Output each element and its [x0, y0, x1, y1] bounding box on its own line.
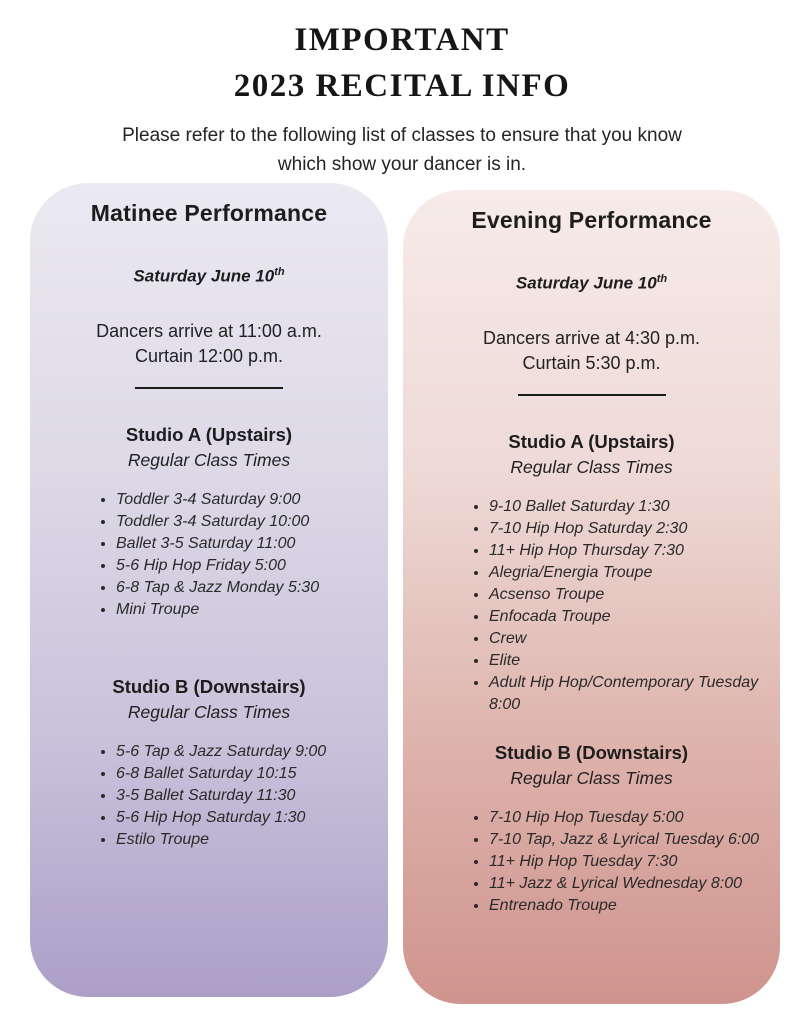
class-list-item: • 11+ Hip Hop Tuesday 7:30 — [489, 851, 764, 873]
class-list-item: • Mini Troupe — [116, 599, 372, 621]
class-list — [40, 489, 378, 621]
class-list-item: • 6-8 Tap & Jazz Monday 5:30 — [116, 577, 372, 599]
divider-line — [518, 394, 666, 396]
studio-subheading: Regular Class Times — [510, 767, 673, 788]
studio-heading: Studio B (Downstairs) — [494, 741, 689, 763]
performance-date — [413, 268, 770, 295]
class-list-item: • 3-5 Ballet Saturday 11:30 — [116, 785, 372, 807]
class-list-item: • 5-6 Hip Hop Saturday 1:30 — [116, 807, 372, 829]
divider-line — [135, 387, 283, 389]
class-list-item: • Toddler 3-4 Saturday 9:00 — [116, 489, 372, 511]
class-list-item: • Acsenso Troupe — [489, 584, 764, 606]
class-list-item: • 7-10 Tap, Jazz & Lyrical Tuesday 6:00 — [489, 829, 764, 851]
matinee-card — [30, 183, 388, 997]
class-list-item: • 5-6 Hip Hop Friday 5:00 — [116, 555, 372, 577]
class-list — [40, 741, 378, 851]
class-list-item: • 9-10 Ballet Saturday 1:30 — [489, 496, 764, 518]
class-list-item: • 7-10 Hip Hop Tuesday 5:00 — [489, 807, 764, 829]
date-text: Saturday June 10 — [133, 266, 275, 286]
subtitle-line-2: which show your dancer is in. — [277, 154, 527, 175]
class-list-item: • 6-8 Ballet Saturday 10:15 — [116, 763, 372, 785]
curtain-time: Curtain 12:00 p.m. — [134, 345, 284, 366]
card-heading: Matinee Performance — [90, 200, 328, 226]
class-list-item: • Toddler 3-4 Saturday 10:00 — [116, 511, 372, 533]
studio-subheading: Regular Class Times — [127, 449, 291, 470]
class-list-item: • Alegria/Energia Troupe — [489, 562, 764, 584]
title-line-1: IMPORTANT — [294, 22, 510, 58]
class-list — [413, 496, 770, 716]
class-list-item: • 7-10 Hip Hop Saturday 2:30 — [489, 518, 764, 540]
class-list-item: • 11+ Hip Hop Thursday 7:30 — [489, 540, 764, 562]
page-header — [0, 0, 804, 179]
date-ordinal-suffix: th — [656, 273, 668, 285]
title-line-2: 2023 RECITAL INFO — [233, 68, 571, 104]
studio-heading: Studio A (Upstairs) — [125, 423, 293, 445]
performance-cards — [0, 183, 804, 1004]
curtain-time: Curtain 5:30 p.m. — [522, 352, 661, 373]
class-list-item: • 11+ Jazz & Lyrical Wednesday 8:00 — [489, 873, 764, 895]
studio-subheading: Regular Class Times — [127, 701, 291, 722]
studio-a-section — [40, 422, 378, 621]
arrive-time: Dancers arrive at 4:30 p.m. — [482, 327, 701, 348]
studio-subheading: Regular Class Times — [510, 456, 673, 477]
subtitle-line-1: Please refer to the following list of classes to ensure that you know — [122, 125, 682, 146]
class-list-item: • Adult Hip Hop/Contemporary Tuesday 8:00 — [489, 672, 764, 716]
studio-b-section — [40, 674, 378, 851]
studio-heading: Studio B (Downstairs) — [112, 675, 306, 697]
date-text: Saturday June 10 — [515, 273, 657, 293]
studio-heading: Studio A (Upstairs) — [508, 430, 675, 452]
class-list-item: • Ballet 3-5 Saturday 11:00 — [116, 533, 372, 555]
class-list-item: • Estilo Troupe — [116, 829, 372, 851]
class-list-item: • Crew — [489, 628, 764, 650]
performance-date — [40, 261, 378, 288]
class-list-item: • Elite — [489, 650, 764, 672]
date-ordinal-suffix: th — [274, 266, 285, 278]
class-list-item: • 5-6 Tap & Jazz Saturday 9:00 — [116, 741, 372, 763]
class-list-item: • Enfocada Troupe — [489, 606, 764, 628]
class-list-item: • Entrenado Troupe — [489, 895, 764, 917]
evening-card — [403, 190, 780, 1004]
studio-b-section — [413, 740, 770, 917]
page-subtitle — [0, 121, 804, 179]
page-title — [0, 17, 804, 109]
studio-a-section — [413, 429, 770, 716]
card-heading: Evening Performance — [471, 207, 712, 233]
arrive-time: Dancers arrive at 11:00 a.m. — [96, 320, 322, 341]
class-list — [413, 807, 770, 917]
